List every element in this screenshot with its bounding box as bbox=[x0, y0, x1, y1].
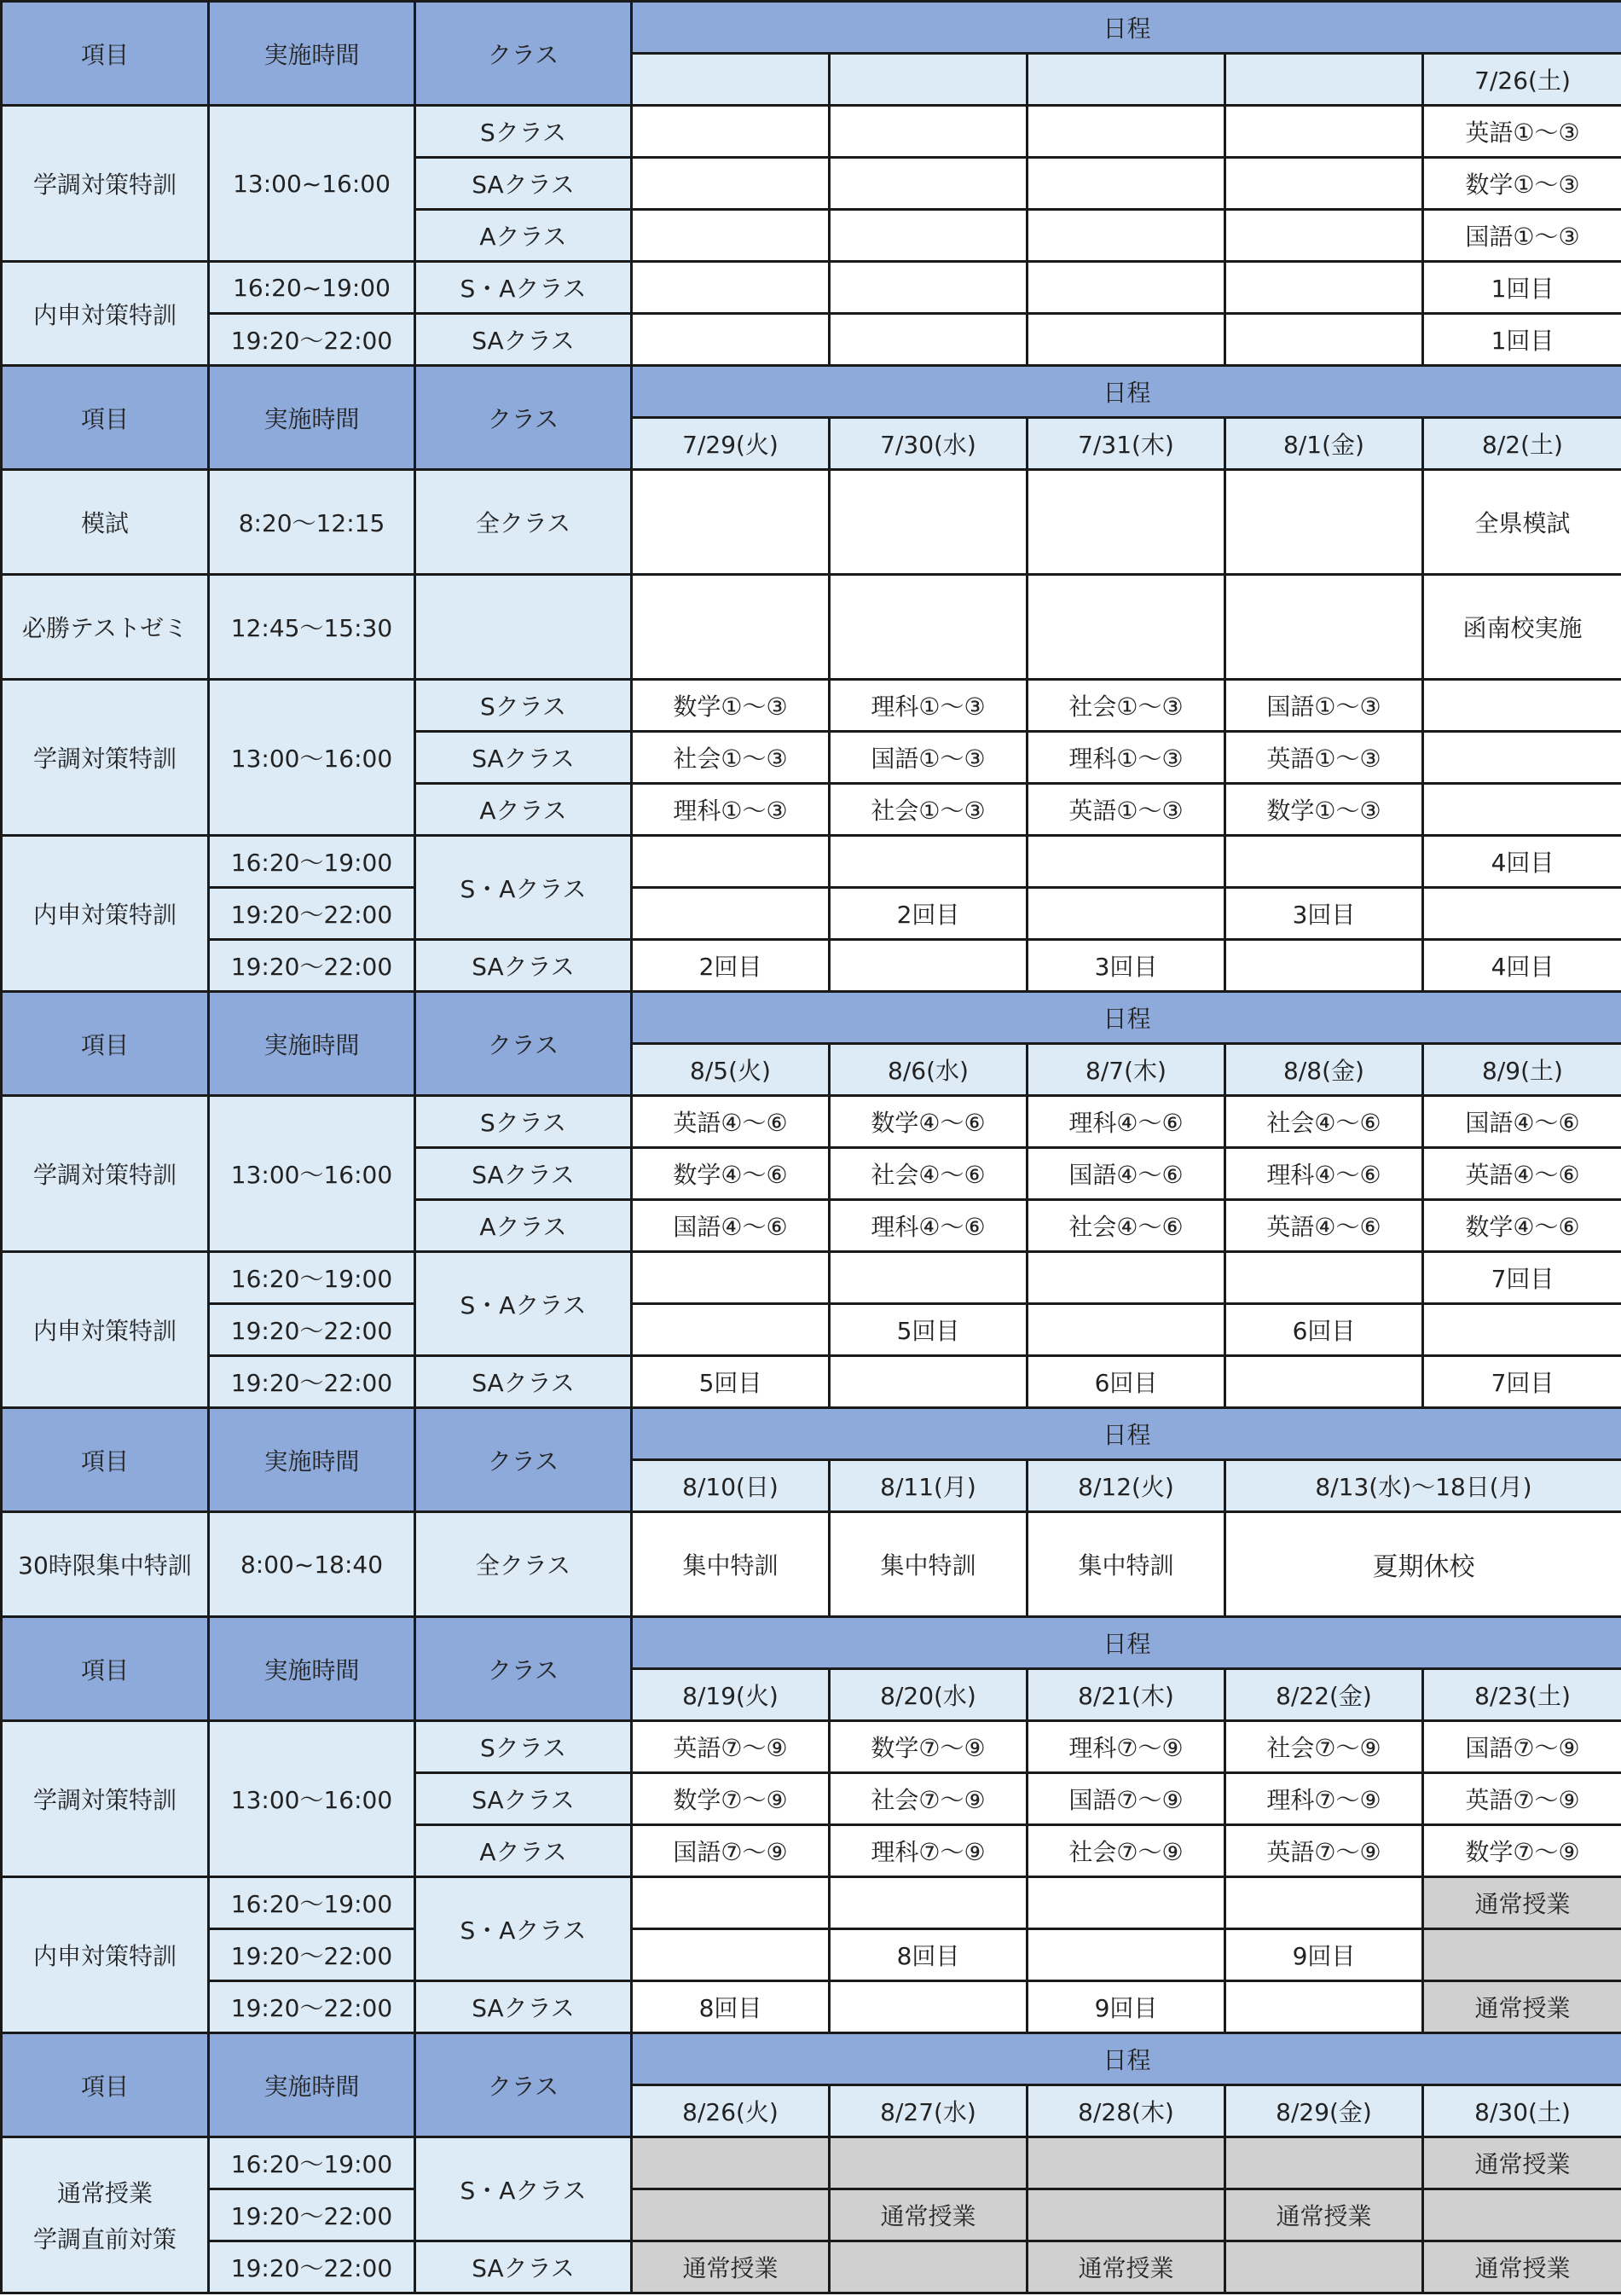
date-cell: 8/28(木) bbox=[1028, 2085, 1225, 2137]
schedule-cell: 英語①〜③ bbox=[1423, 106, 1621, 158]
header-class: クラス bbox=[415, 1408, 632, 1512]
header-item: 項目 bbox=[2, 366, 209, 470]
schedule-cell bbox=[830, 158, 1028, 210]
schedule-cell bbox=[1423, 2189, 1621, 2241]
schedule-cell: 英語⑦〜⑨ bbox=[632, 1721, 830, 1773]
date-cell: 8/22(金) bbox=[1225, 1669, 1423, 1721]
schedule-cell: 理科④〜⑥ bbox=[1028, 1096, 1225, 1148]
schedule-cell bbox=[830, 940, 1028, 992]
schedule-cell bbox=[632, 836, 830, 888]
time-label: 16:20~19:00 bbox=[209, 262, 415, 314]
header-schedule: 日程 bbox=[632, 1408, 1621, 1460]
schedule-cell bbox=[1225, 106, 1423, 158]
schedule-cell bbox=[830, 1252, 1028, 1304]
schedule-cell: 9回目 bbox=[1225, 1929, 1423, 1981]
schedule-cell: 国語⑦〜⑨ bbox=[1423, 1721, 1621, 1773]
date-cell: 8/26(火) bbox=[632, 2085, 830, 2137]
schedule-cell bbox=[632, 1929, 830, 1981]
schedule-cell bbox=[1423, 784, 1621, 836]
item-label-line2: 学調直前対策 bbox=[32, 2225, 177, 2253]
schedule-cell bbox=[1028, 210, 1225, 262]
schedule-cell bbox=[1225, 836, 1423, 888]
schedule-cell: 数学④〜⑥ bbox=[1423, 1200, 1621, 1252]
schedule-cell: 社会④〜⑥ bbox=[1225, 1096, 1423, 1148]
schedule-cell: 8回目 bbox=[830, 1929, 1028, 1981]
header-item: 項目 bbox=[2, 2, 209, 106]
schedule-cell bbox=[830, 575, 1028, 680]
schedule-cell bbox=[1225, 1981, 1423, 2033]
schedule-cell bbox=[1028, 314, 1225, 366]
schedule-cell: 理科④〜⑥ bbox=[1225, 1148, 1423, 1200]
schedule-cell: 理科④〜⑥ bbox=[830, 1200, 1028, 1252]
schedule-cell bbox=[1225, 940, 1423, 992]
schedule-cell: 理科⑦〜⑨ bbox=[1225, 1773, 1423, 1825]
schedule-cell bbox=[632, 158, 830, 210]
item-label: 内申対策特訓 bbox=[2, 836, 209, 992]
class-label: Sクラス bbox=[415, 106, 632, 158]
schedule-cell: 2回目 bbox=[830, 888, 1028, 940]
schedule-cell bbox=[632, 262, 830, 314]
date-cell: 8/12(火) bbox=[1028, 1460, 1225, 1512]
schedule-cell: 英語⑦〜⑨ bbox=[1225, 1825, 1423, 1877]
schedule-cell bbox=[830, 836, 1028, 888]
schedule-cell: 通常授業 bbox=[1423, 1981, 1621, 2033]
schedule-cell bbox=[830, 470, 1028, 575]
time-label: 13:00〜16:00 bbox=[209, 680, 415, 836]
class-label: 全クラス bbox=[415, 1512, 632, 1617]
schedule-cell: 英語①〜③ bbox=[1028, 784, 1225, 836]
header-class: クラス bbox=[415, 992, 632, 1096]
item-label: 内申対策特訓 bbox=[2, 1877, 209, 2033]
schedule-cell: 通常授業 bbox=[1423, 2137, 1621, 2189]
time-label: 19:20〜22:00 bbox=[209, 1929, 415, 1981]
schedule-cell: 理科①〜③ bbox=[830, 680, 1028, 732]
header-item: 項目 bbox=[2, 2033, 209, 2137]
schedule-cell bbox=[1225, 470, 1423, 575]
date-cell: 8/7(木) bbox=[1028, 1044, 1225, 1096]
class-label bbox=[415, 575, 632, 680]
schedule-cell: 3回目 bbox=[1225, 888, 1423, 940]
class-label: Aクラス bbox=[415, 1200, 632, 1252]
schedule-cell: 英語⑦〜⑨ bbox=[1423, 1773, 1621, 1825]
item-label-line1: 通常授業 bbox=[56, 2179, 153, 2207]
schedule-cell: 数学⑦〜⑨ bbox=[1423, 1825, 1621, 1877]
schedule-cell: 全県模試 bbox=[1423, 470, 1621, 575]
header-time: 実施時間 bbox=[209, 366, 415, 470]
schedule-cell bbox=[830, 2137, 1028, 2189]
schedule-cell: 国語④〜⑥ bbox=[632, 1200, 830, 1252]
schedule-cell bbox=[1423, 732, 1621, 784]
time-label: 19:20〜22:00 bbox=[209, 940, 415, 992]
date-cell bbox=[1028, 54, 1225, 106]
schedule-cell: 英語④〜⑥ bbox=[1423, 1148, 1621, 1200]
item-label: 30時限集中特訓 bbox=[2, 1512, 209, 1617]
schedule-cell bbox=[1225, 2241, 1423, 2293]
item-label bbox=[2, 2137, 209, 2293]
date-cell: 8/6(水) bbox=[830, 1044, 1028, 1096]
date-cell: 8/20(水) bbox=[830, 1669, 1028, 1721]
header-time: 実施時間 bbox=[209, 992, 415, 1096]
item-label: 学調対策特訓 bbox=[2, 680, 209, 836]
schedule-cell: 国語⑦〜⑨ bbox=[1028, 1773, 1225, 1825]
schedule-cell bbox=[1225, 575, 1423, 680]
schedule-cell bbox=[830, 262, 1028, 314]
schedule-cell bbox=[830, 314, 1028, 366]
class-label: SAクラス bbox=[415, 1981, 632, 2033]
header-schedule: 日程 bbox=[632, 992, 1621, 1044]
schedule-cell bbox=[830, 1877, 1028, 1929]
header-schedule: 日程 bbox=[632, 2033, 1621, 2085]
schedule-cell bbox=[632, 314, 830, 366]
time-label: 19:20〜22:00 bbox=[209, 2241, 415, 2293]
schedule-cell bbox=[632, 106, 830, 158]
schedule-cell: 理科①〜③ bbox=[1028, 732, 1225, 784]
schedule-cell: 4回目 bbox=[1423, 940, 1621, 992]
date-cell: 8/10(日) bbox=[632, 1460, 830, 1512]
time-label: 19:20〜22:00 bbox=[209, 1356, 415, 1408]
header-class: クラス bbox=[415, 1617, 632, 1721]
schedule-cell: 国語①〜③ bbox=[1423, 210, 1621, 262]
header-time: 実施時間 bbox=[209, 2, 415, 106]
class-label: S・Aクラス bbox=[415, 836, 632, 940]
schedule-cell: 英語④〜⑥ bbox=[1225, 1200, 1423, 1252]
item-label: 模試 bbox=[2, 470, 209, 575]
schedule-cell bbox=[1028, 106, 1225, 158]
class-label: SAクラス bbox=[415, 1773, 632, 1825]
class-label: Aクラス bbox=[415, 784, 632, 836]
schedule-cell: 社会①〜③ bbox=[1028, 680, 1225, 732]
schedule-cell: 7回目 bbox=[1423, 1252, 1621, 1304]
item-label: 必勝テストゼミ bbox=[2, 575, 209, 680]
item-label: 内申対策特訓 bbox=[2, 1252, 209, 1408]
class-label: SAクラス bbox=[415, 314, 632, 366]
schedule-cell bbox=[1225, 262, 1423, 314]
schedule-cell: 1回目 bbox=[1423, 314, 1621, 366]
date-cell: 8/27(水) bbox=[830, 2085, 1028, 2137]
header-class: クラス bbox=[415, 366, 632, 470]
schedule-cell: 集中特訓 bbox=[830, 1512, 1028, 1617]
item-label: 学調対策特訓 bbox=[2, 1721, 209, 1877]
schedule-cell bbox=[1028, 470, 1225, 575]
schedule-cell bbox=[1028, 1929, 1225, 1981]
header-class: クラス bbox=[415, 2, 632, 106]
header-class: クラス bbox=[415, 2033, 632, 2137]
date-cell: 8/30(土) bbox=[1423, 2085, 1621, 2137]
schedule-cell bbox=[1423, 1304, 1621, 1356]
schedule-cell: 5回目 bbox=[830, 1304, 1028, 1356]
schedule-cell: 函南校実施 bbox=[1423, 575, 1621, 680]
schedule-cell: 集中特訓 bbox=[1028, 1512, 1225, 1617]
date-cell: 8/29(金) bbox=[1225, 2085, 1423, 2137]
schedule-cell: 4回目 bbox=[1423, 836, 1621, 888]
schedule-cell: 国語①〜③ bbox=[1225, 680, 1423, 732]
schedule-cell bbox=[1028, 575, 1225, 680]
schedule-cell bbox=[1028, 888, 1225, 940]
schedule-cell bbox=[830, 1981, 1028, 2033]
schedule-cell: 社会⑦〜⑨ bbox=[830, 1773, 1028, 1825]
class-label: S・Aクラス bbox=[415, 1252, 632, 1356]
item-label: 学調対策特訓 bbox=[2, 106, 209, 262]
header-schedule: 日程 bbox=[632, 1617, 1621, 1669]
time-label: 16:20〜19:00 bbox=[209, 1252, 415, 1304]
item-label: 内申対策特訓 bbox=[2, 262, 209, 366]
schedule-cell: 社会①〜③ bbox=[632, 732, 830, 784]
class-label: Aクラス bbox=[415, 210, 632, 262]
header-item: 項目 bbox=[2, 1617, 209, 1721]
schedule-cell: 2回目 bbox=[632, 940, 830, 992]
schedule-cell bbox=[1225, 158, 1423, 210]
date-cell: 8/23(土) bbox=[1423, 1669, 1621, 1721]
time-label: 19:20〜22:00 bbox=[209, 314, 415, 366]
schedule-cell: 7回目 bbox=[1423, 1356, 1621, 1408]
schedule-cell bbox=[632, 2189, 830, 2241]
schedule-cell bbox=[1225, 1252, 1423, 1304]
schedule-cell: 通常授業 bbox=[1423, 2241, 1621, 2293]
date-cell bbox=[1225, 54, 1423, 106]
schedule-cell bbox=[1423, 1929, 1621, 1981]
class-label: S・Aクラス bbox=[415, 262, 632, 314]
schedule-cell bbox=[830, 210, 1028, 262]
schedule-cell: 1回目 bbox=[1423, 262, 1621, 314]
schedule-cell bbox=[1028, 1252, 1225, 1304]
class-label: Sクラス bbox=[415, 1721, 632, 1773]
date-cell: 8/8(金) bbox=[1225, 1044, 1423, 1096]
schedule-cell: 通常授業 bbox=[830, 2189, 1028, 2241]
schedule-cell: 数学①〜③ bbox=[632, 680, 830, 732]
header-item: 項目 bbox=[2, 992, 209, 1096]
date-cell: 8/5(火) bbox=[632, 1044, 830, 1096]
schedule-cell bbox=[1225, 1877, 1423, 1929]
schedule-cell bbox=[1423, 680, 1621, 732]
schedule-cell bbox=[632, 1304, 830, 1356]
date-cell bbox=[830, 54, 1028, 106]
schedule-cell: 国語⑦〜⑨ bbox=[632, 1825, 830, 1877]
schedule-cell bbox=[1028, 2189, 1225, 2241]
time-label: 13:00〜16:00 bbox=[209, 1096, 415, 1252]
schedule-cell: 数学⑦〜⑨ bbox=[830, 1721, 1028, 1773]
schedule-cell bbox=[1423, 888, 1621, 940]
class-label: Aクラス bbox=[415, 1825, 632, 1877]
time-label: 19:20〜22:00 bbox=[209, 1981, 415, 2033]
schedule-cell: 社会④〜⑥ bbox=[830, 1148, 1028, 1200]
header-schedule: 日程 bbox=[632, 366, 1621, 418]
schedule-cell bbox=[632, 470, 830, 575]
schedule-cell bbox=[1225, 1356, 1423, 1408]
date-cell: 7/26(土) bbox=[1423, 54, 1621, 106]
schedule-cell: 通常授業 bbox=[632, 2241, 830, 2293]
schedule-cell bbox=[830, 106, 1028, 158]
schedule-cell bbox=[1028, 836, 1225, 888]
schedule-cell: 6回目 bbox=[1225, 1304, 1423, 1356]
class-label: Sクラス bbox=[415, 680, 632, 732]
schedule-cell: 国語④〜⑥ bbox=[1423, 1096, 1621, 1148]
header-time: 実施時間 bbox=[209, 2033, 415, 2137]
class-label: SAクラス bbox=[415, 732, 632, 784]
class-label: Sクラス bbox=[415, 1096, 632, 1148]
schedule-cell bbox=[1225, 2137, 1423, 2189]
schedule-cell: 数学④〜⑥ bbox=[632, 1148, 830, 1200]
class-label: SAクラス bbox=[415, 158, 632, 210]
schedule-cell: 通常授業 bbox=[1423, 1877, 1621, 1929]
time-label: 16:20〜19:00 bbox=[209, 1877, 415, 1929]
schedule-cell: 社会⑦〜⑨ bbox=[1028, 1825, 1225, 1877]
class-label: 全クラス bbox=[415, 470, 632, 575]
schedule-cell bbox=[632, 888, 830, 940]
time-label: 13:00~16:00 bbox=[209, 106, 415, 262]
schedule-cell: 国語①〜③ bbox=[830, 732, 1028, 784]
schedule-cell bbox=[830, 2241, 1028, 2293]
schedule-cell bbox=[632, 1252, 830, 1304]
header-time: 実施時間 bbox=[209, 1617, 415, 1721]
schedule-cell bbox=[1028, 158, 1225, 210]
date-cell: 8/19(火) bbox=[632, 1669, 830, 1721]
schedule-cell: 9回目 bbox=[1028, 1981, 1225, 2033]
schedule-cell: 8回目 bbox=[632, 1981, 830, 2033]
schedule-cell: 3回目 bbox=[1028, 940, 1225, 992]
schedule-cell: 理科⑦〜⑨ bbox=[830, 1825, 1028, 1877]
date-cell: 7/29(火) bbox=[632, 418, 830, 470]
schedule-cell: 社会⑦〜⑨ bbox=[1225, 1721, 1423, 1773]
class-label: SAクラス bbox=[415, 1148, 632, 1200]
header-schedule: 日程 bbox=[632, 2, 1621, 54]
date-cell: 8/1(金) bbox=[1225, 418, 1423, 470]
class-label: SAクラス bbox=[415, 940, 632, 992]
schedule-cell: 数学①〜③ bbox=[1423, 158, 1621, 210]
header-time: 実施時間 bbox=[209, 1408, 415, 1512]
class-label: S・Aクラス bbox=[415, 2137, 632, 2241]
schedule-cell bbox=[1028, 1877, 1225, 1929]
date-cell: 8/11(月) bbox=[830, 1460, 1028, 1512]
schedule-cell: 集中特訓 bbox=[632, 1512, 830, 1617]
schedule-cell bbox=[632, 210, 830, 262]
schedule-cell: 6回目 bbox=[1028, 1356, 1225, 1408]
date-cell: 8/13(水)〜18日(月) bbox=[1225, 1460, 1621, 1512]
time-label: 16:20〜19:00 bbox=[209, 2137, 415, 2189]
schedule-cell: 社会①〜③ bbox=[830, 784, 1028, 836]
schedule-cell bbox=[632, 1877, 830, 1929]
header-item: 項目 bbox=[2, 1408, 209, 1512]
class-label: S・Aクラス bbox=[415, 1877, 632, 1981]
item-label: 学調対策特訓 bbox=[2, 1096, 209, 1252]
schedule-cell bbox=[1028, 2137, 1225, 2189]
schedule-cell: 通常授業 bbox=[1028, 2241, 1225, 2293]
time-label: 12:45〜15:30 bbox=[209, 575, 415, 680]
schedule-cell: 英語④〜⑥ bbox=[632, 1096, 830, 1148]
schedule-cell: 数学④〜⑥ bbox=[830, 1096, 1028, 1148]
time-label: 19:20〜22:00 bbox=[209, 1304, 415, 1356]
schedule-cell: 数学⑦〜⑨ bbox=[632, 1773, 830, 1825]
schedule-cell bbox=[632, 575, 830, 680]
schedule-cell: 国語④〜⑥ bbox=[1028, 1148, 1225, 1200]
schedule-cell: 5回目 bbox=[632, 1356, 830, 1408]
schedule-cell: 夏期休校 bbox=[1225, 1512, 1621, 1617]
date-cell: 8/2(土) bbox=[1423, 418, 1621, 470]
date-cell: 7/30(水) bbox=[830, 418, 1028, 470]
schedule-cell bbox=[1225, 314, 1423, 366]
date-cell: 8/9(土) bbox=[1423, 1044, 1621, 1096]
time-label: 19:20〜22:00 bbox=[209, 2189, 415, 2241]
schedule-cell: 社会④〜⑥ bbox=[1028, 1200, 1225, 1252]
time-label: 13:00〜16:00 bbox=[209, 1721, 415, 1877]
date-cell bbox=[632, 54, 830, 106]
class-label: SAクラス bbox=[415, 1356, 632, 1408]
date-cell: 7/31(木) bbox=[1028, 418, 1225, 470]
time-label: 8:20〜12:15 bbox=[209, 470, 415, 575]
schedule-cell: 理科①〜③ bbox=[632, 784, 830, 836]
schedule-cell bbox=[1225, 210, 1423, 262]
schedule-cell: 数学①〜③ bbox=[1225, 784, 1423, 836]
time-label: 19:20〜22:00 bbox=[209, 888, 415, 940]
schedule-cell bbox=[830, 1356, 1028, 1408]
schedule-cell: 理科⑦〜⑨ bbox=[1028, 1721, 1225, 1773]
schedule-cell bbox=[1028, 262, 1225, 314]
time-label: 16:20〜19:00 bbox=[209, 836, 415, 888]
class-label: SAクラス bbox=[415, 2241, 632, 2293]
schedule-cell: 英語①〜③ bbox=[1225, 732, 1423, 784]
schedule-cell: 通常授業 bbox=[1225, 2189, 1423, 2241]
schedule-cell bbox=[1028, 1304, 1225, 1356]
schedule-cell bbox=[632, 2137, 830, 2189]
time-label: 8:00~18:40 bbox=[209, 1512, 415, 1617]
date-cell: 8/21(木) bbox=[1028, 1669, 1225, 1721]
